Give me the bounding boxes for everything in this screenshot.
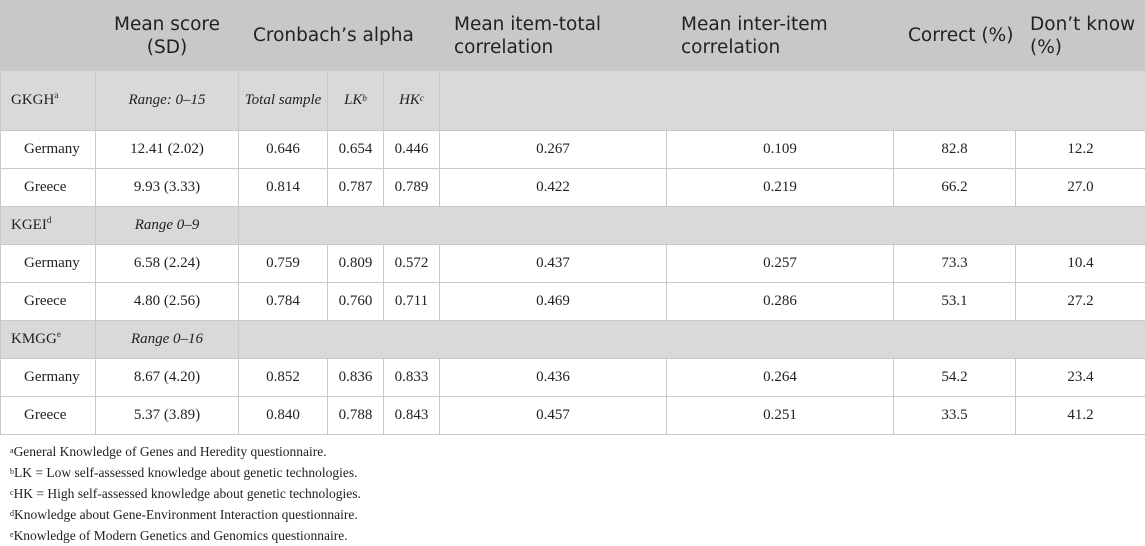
footnote-marker: b [10,467,14,476]
dont-know-cell: 27.2 [1016,283,1145,321]
footnote-marker: b [362,93,367,103]
alpha-hk-cell: 0.833 [384,359,440,397]
item-total-cell: 0.436 [440,359,667,397]
group-label [1,321,96,359]
alpha-lk-cell: 0.809 [328,245,384,283]
inter-item-cell: 0.286 [667,283,894,321]
header-empty-cell [1,1,96,71]
group-label [1,71,96,131]
correct-cell: 82.8 [894,131,1016,169]
country-cell: Germany [1,131,96,169]
item-total-cell: 0.457 [440,397,667,435]
country-cell: Germany [1,359,96,397]
inter-item-cell: 0.219 [667,169,894,207]
country-cell: Greece [1,169,96,207]
header-correct: Correct (%) [894,1,1016,71]
alpha-hk-cell: 0.572 [384,245,440,283]
group-label [1,207,96,245]
mean-cell: 4.80 (2.56) [96,283,239,321]
group-filler [239,321,1145,359]
group-row-kgei [1,207,1145,245]
footnote-marker: c [10,488,14,497]
mean-cell: 9.93 (3.33) [96,169,239,207]
mean-cell: 5.37 (3.89) [96,397,239,435]
alpha-total-cell: 0.840 [239,397,328,435]
group-row-gkgh [1,71,1145,131]
alpha-lk-cell: 0.787 [328,169,384,207]
subheader-hk [384,71,440,131]
dont-know-cell: 12.2 [1016,131,1145,169]
dont-know-cell: 41.2 [1016,397,1145,435]
alpha-total-cell: 0.814 [239,169,328,207]
subheader-lk [328,71,384,131]
header-item-total-correlation: Mean item-total correlation [440,1,667,71]
footnote-text: HK = High self-assessed knowledge about genetic technologies. [14,486,361,501]
header-row [1,1,1145,71]
mean-cell: 8.67 (4.20) [96,359,239,397]
subheader-lk-label: LK [344,92,362,108]
inter-item-cell: 0.251 [667,397,894,435]
header-cronbach-alpha: Cronbach’s alpha [239,1,440,71]
alpha-lk-cell: 0.836 [328,359,384,397]
table-row [1,283,1145,321]
footnote-marker: a [54,90,58,100]
mean-cell: 6.58 (2.24) [96,245,239,283]
alpha-total-cell: 0.784 [239,283,328,321]
alpha-lk-cell: 0.788 [328,397,384,435]
dont-know-cell: 23.4 [1016,359,1145,397]
inter-item-cell: 0.257 [667,245,894,283]
footnote-marker: a [10,446,14,455]
table-row [1,245,1145,283]
footnote-marker: e [57,329,61,339]
group-range: Range 0–16 [96,321,239,359]
table-row [1,169,1145,207]
header-inter-item-correlation: Mean inter-item correlation [667,1,894,71]
group-row-kmgg [1,321,1145,359]
footnote-marker: c [420,93,424,103]
alpha-total-cell: 0.646 [239,131,328,169]
correct-cell: 53.1 [894,283,1016,321]
footnote-marker: d [10,509,14,518]
alpha-hk-cell: 0.789 [384,169,440,207]
footnote-marker: d [47,215,52,225]
footnote-text: Knowledge about Gene-Environment Interaction questionnaire. [14,507,358,522]
inter-item-cell: 0.264 [667,359,894,397]
correct-cell: 73.3 [894,245,1016,283]
group-range: Range 0–9 [96,207,239,245]
alpha-hk-cell: 0.711 [384,283,440,321]
inter-item-cell: 0.109 [667,131,894,169]
item-total-cell: 0.422 [440,169,667,207]
alpha-total-cell: 0.852 [239,359,328,397]
correct-cell: 66.2 [894,169,1016,207]
alpha-lk-cell: 0.760 [328,283,384,321]
dont-know-cell: 10.4 [1016,245,1145,283]
item-total-cell: 0.267 [440,131,667,169]
table-row [1,131,1145,169]
item-total-cell: 0.437 [440,245,667,283]
dont-know-cell: 27.0 [1016,169,1145,207]
subheader-total-sample: Total sample [239,71,328,131]
alpha-hk-cell: 0.446 [384,131,440,169]
table-row [1,397,1145,435]
country-cell: Germany [1,245,96,283]
group-name: KMGG [11,331,57,347]
footnote [10,504,361,525]
footnote [10,462,361,483]
item-total-cell: 0.469 [440,283,667,321]
footnote-marker: e [10,530,14,539]
header-dont-know: Don’t know (%) [1016,1,1145,71]
footnote [10,441,361,462]
table-row [1,359,1145,397]
group-name: KGEI [11,217,47,233]
footnotes [10,441,361,546]
alpha-total-cell: 0.759 [239,245,328,283]
correct-cell: 54.2 [894,359,1016,397]
country-cell: Greece [1,283,96,321]
subheader-hk-label: HK [399,92,420,108]
group-range: Range: 0–15 [96,71,239,131]
group-filler [239,207,1145,245]
mean-cell: 12.41 (2.02) [96,131,239,169]
header-mean-score: Mean score (SD) [96,1,239,71]
footnote [10,525,361,546]
group-name: GKGH [11,92,54,108]
footnote-text: Knowledge of Modern Genetics and Genomics questionnaire. [14,528,348,543]
correct-cell: 33.5 [894,397,1016,435]
footnote-text: General Knowledge of Genes and Heredity questionnaire. [14,444,327,459]
alpha-lk-cell: 0.654 [328,131,384,169]
alpha-hk-cell: 0.843 [384,397,440,435]
country-cell: Greece [1,397,96,435]
footnote-text: LK = Low self-assessed knowledge about genetic technologies. [14,465,358,480]
footnote [10,483,361,504]
group-filler [440,71,1145,131]
